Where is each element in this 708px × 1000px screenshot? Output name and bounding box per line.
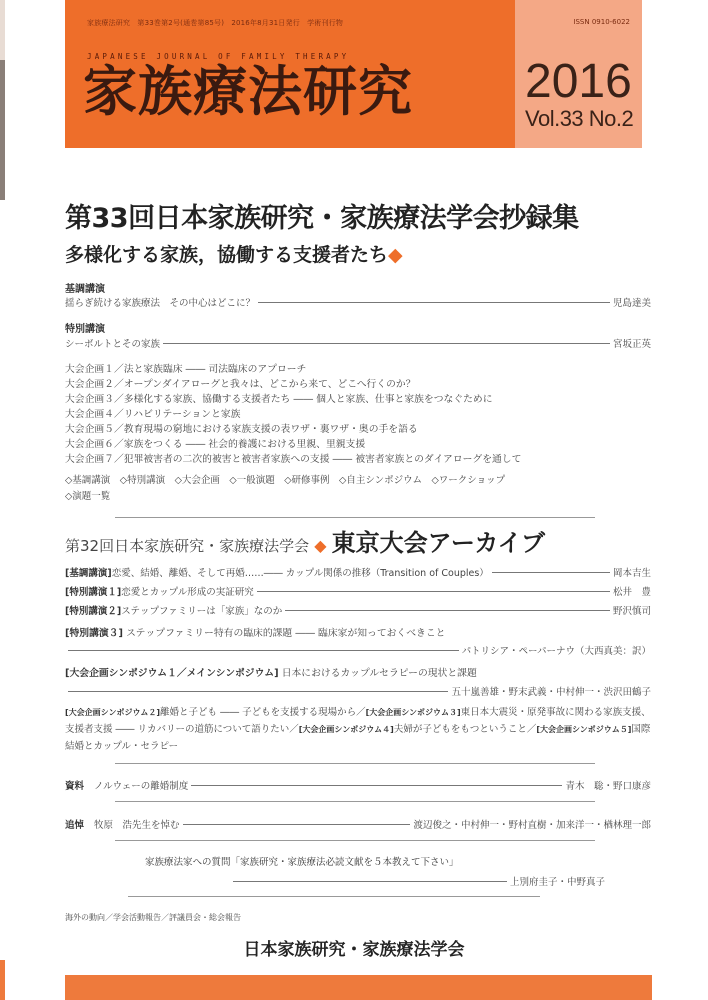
- entry-tag: [特別講演３]: [65, 628, 123, 639]
- journal-title-english: JAPANESE JOURNAL OF FAMILY THERAPY: [87, 52, 350, 61]
- entry-author: パトリシア・ペーパーナウ（大西真美：訳）: [461, 646, 651, 657]
- special-lecture-author: 宮坂正英: [612, 339, 651, 350]
- section-divider: [115, 763, 595, 764]
- misc-sections: 海外の動向／学会活動報告／評議員会・総会報告: [65, 913, 241, 922]
- archive-entry-author-line: [65, 643, 651, 657]
- publication-info: 家族療法研究 第33巻第2号(通巻第85号) 2016年8月31日発行 学術刊行物: [87, 19, 344, 27]
- bottom-orange-band: [65, 975, 652, 1000]
- entry-tag: [基調講演]: [65, 568, 112, 579]
- leader-rule: [183, 824, 411, 825]
- keynote-title: 揺らぎ続ける家族療法 その中心はどこに？: [65, 298, 256, 309]
- plan-item[interactable]: 大会企画２／オープンダイアローグと我々は、どこから来て、どこへ行くのか？: [65, 379, 416, 390]
- book-spine-edge: [0, 0, 5, 1000]
- leader-rule: [68, 650, 459, 651]
- special-lecture-title: シーボルトとその家族: [65, 339, 161, 350]
- symposia-paragraph[interactable]: [65, 704, 651, 755]
- materials-title: ノルウェーの離婚制度: [94, 781, 189, 792]
- section-divider: [128, 896, 540, 897]
- issue-volume: Vol.33 No.2: [525, 106, 634, 131]
- category-list-2: ◇演題一覧: [65, 491, 111, 502]
- entry-author: 野沢慎司: [612, 606, 651, 617]
- memorial-label: 追悼: [65, 820, 85, 831]
- symposium-2-tag: [大会企画シンポジウム２]: [65, 708, 161, 717]
- entry-tag: [特別講演２]: [65, 606, 122, 617]
- section-divider: [115, 840, 595, 841]
- materials-entry[interactable]: [65, 778, 651, 792]
- plan-item[interactable]: 大会企画４／リハビリテーションと家族: [65, 409, 241, 420]
- memorial-author: 渡辺俊之・中村伸一・野村直樹・加来洋一・楢林理一郎: [413, 820, 651, 831]
- plan-item[interactable]: 大会企画１／法と家族臨床 ―― 司法臨床のアプローチ: [65, 364, 307, 375]
- archive-title-prefix: 第32回日本家族研究・家族療法学会: [65, 537, 310, 555]
- plan-item[interactable]: 大会企画６／家族をつくる ―― 社会的養護における里親、里親支援: [65, 439, 366, 450]
- archive-title-main: 東京大会アーカイブ: [331, 529, 545, 557]
- entry-tag: [特別講演１]: [65, 587, 122, 598]
- leader-rule: [492, 572, 610, 573]
- memorial-title: 牧原 浩先生を悼む: [94, 820, 180, 831]
- section-divider: [115, 801, 595, 802]
- congress-theme: [65, 240, 403, 267]
- special-lecture-entry[interactable]: [65, 336, 651, 350]
- cover-header: [65, 0, 642, 148]
- issue-year: 2016: [525, 55, 632, 108]
- symposium-5-text: 国際結婚とカップル・セラピー: [65, 724, 651, 752]
- congress-theme-text: 多様化する家族，協働する支援者たち: [65, 244, 389, 266]
- leader-rule: [285, 610, 610, 611]
- entry-tag: [大会企画シンポジウム１／メインシンポジウム]: [65, 668, 279, 679]
- archive-entry-author-line: [65, 684, 651, 698]
- entry-author: 五十嵐善雄・野末武義・中村伸一・渋沢田鶴子: [451, 687, 651, 698]
- leader-rule: [68, 691, 448, 692]
- leader-rule: [258, 302, 610, 303]
- leader-rule: [233, 881, 507, 882]
- symposium-4-tag: [大会企画シンポジウム４]: [298, 725, 394, 734]
- symposium-4-text: 夫婦が子どもをもつということ／: [393, 724, 537, 735]
- diamond-icon: ◆: [388, 244, 403, 266]
- question-author: 上別府圭子・中野真子: [509, 877, 605, 888]
- symposium-2-text: 離婚と子ども ―― 子どもを支援する現場から／: [160, 707, 366, 718]
- archive-entry[interactable]: [65, 565, 651, 579]
- question-author-line: [230, 874, 605, 888]
- header-main-band: [65, 0, 515, 148]
- question-title[interactable]: 家族療法家への質問「家族研究・家族療法必読文献を５本教えて下さい」: [145, 857, 459, 868]
- keynote-label: 基調講演: [65, 284, 105, 295]
- plan-item[interactable]: 大会企画５／教育現場の窮地における家族支援の表ワザ・裏ワザ・奥の手を語る: [65, 424, 418, 435]
- entry-title: 恋愛とカップル形成の実証研究: [121, 587, 254, 598]
- society-name: 日本家族研究・家族療法学会: [243, 940, 465, 960]
- archive-entry-title-line[interactable]: [65, 625, 445, 639]
- plan-item[interactable]: 大会企画３／多様化する家族、協働する支援者たち ―― 個人と家族、仕事と家族をつなぐために: [65, 394, 493, 405]
- congress-title: 第33回日本家族研究・家族療法学会抄録集: [65, 203, 579, 234]
- leader-rule: [257, 591, 610, 592]
- archive-title: [65, 523, 545, 558]
- special-lecture-label: 特別講演: [65, 324, 105, 335]
- archive-entry[interactable]: [65, 603, 651, 617]
- diamond-icon: ◆: [314, 536, 327, 555]
- leader-rule: [191, 785, 562, 786]
- plan-item[interactable]: 大会企画７／犯罪被害者の二次的被害と被害者家族への支援 ―― 被害者家族とのダイアローグを通して: [65, 454, 522, 465]
- symposium-3-text: 東日本大震災・原発事故に関わる家族支援、支援者支援 ―― リカバリーの道筋について語りたい／: [65, 707, 651, 735]
- materials-author: 青木 聡・野口康彦: [565, 781, 651, 792]
- materials-label: 資料: [65, 781, 85, 792]
- entry-title: ステップファミリーは「家族」なのか: [121, 606, 283, 617]
- keynote-entry[interactable]: [65, 295, 651, 309]
- entry-author: 岡本吉生: [612, 568, 651, 579]
- entry-author: 松井 豊: [612, 587, 651, 598]
- leader-rule: [163, 343, 610, 344]
- category-list: ◇基調講演 ◇特別講演 ◇大会企画 ◇一般演題 ◇研修事例 ◇自主シンポジウム ◇ワークショップ: [65, 475, 506, 486]
- entry-title: ステップファミリー特有の臨床的課題 ―― 臨床家が知っておくべきこと: [126, 628, 446, 639]
- issn-number: ISSN 0910-6022: [573, 18, 630, 26]
- journal-title-japanese: 家族療法研究: [83, 60, 413, 123]
- memorial-entry[interactable]: [65, 817, 651, 831]
- archive-entry[interactable]: [65, 584, 651, 598]
- entry-title: 恋愛、結婚、離婚、そして再婚……―― カップル関係の推移（Transition of Couples）: [111, 568, 489, 579]
- section-divider: [115, 517, 595, 518]
- keynote-author: 児島達美: [612, 298, 651, 309]
- entry-title: 日本におけるカップルセラピーの現状と課題: [281, 668, 477, 679]
- symposium-3-tag: [大会企画シンポジウム３]: [365, 708, 461, 717]
- symposium-5-tag: [大会企画シンポジウム５]: [536, 725, 632, 734]
- archive-entry-title-line[interactable]: [65, 665, 477, 679]
